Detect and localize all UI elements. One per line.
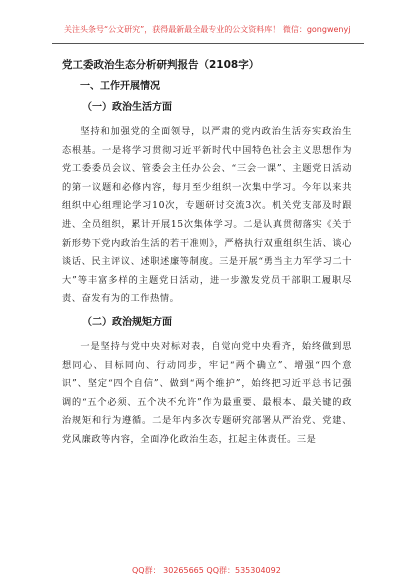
section-heading-1: 一、工作开展情况 <box>80 81 160 92</box>
paragraph-political-life: 坚持和加强党的全面领导，以严肃的党内政治生活夯实政治生态根基。一是将学习贯彻习近平新时代中国特色社会主义思想作为党工委委员会议、管委会主任办公会、“三会一课”、主题党日活动的第一议题和必修内容，每月至少组织一次集中学习。今年以来共组织中心组理论学习10次，专题研讨交流3次。机关党支部及时跟进、全员组织，累计开展15次集体学习。二是认真贯彻落实《关于新形势下党内政治生活的若干准则》，严格执行双重组织生活、谈心谈话、民主评议、述职述廉等制度。三是开展“勇当主力军学习二十大”等丰富多样的主题党日活动，进一步激发党员干部职工履职尽责、奋发有为的工作热情。 <box>62 126 352 305</box>
subsection-heading-political-rules: （二）政治规矩方面 <box>82 316 172 328</box>
footer-qq-groups: QQ群： 30265665 QQ群：535304092 <box>132 566 281 575</box>
document-body <box>62 56 352 455</box>
header-divider <box>52 43 364 44</box>
document-title: 党工委政治生态分析研判报告（2108字） <box>62 59 260 71</box>
paragraph-political-rules: 一是坚持与党中央对标对表，自觉向党中央看齐，始终做到思想同心、目标同向、行动同步，牢记“两个确立”、增强“四个意识”、坚定“四个自信”、做到“两个维护”，始终把习近平总书记强调的“五个必须、五个决不允许”作为最重要、最根本、最关键的政治规矩和行为遵循。二是年内多次专题研究部署从严治党、党建、党风廉政等内容，全面净化政治生态，扛起主体责任。三是 <box>62 340 352 445</box>
subsection-heading-political-life: （一）政治生活方面 <box>82 102 172 113</box>
header-banner: 关注头条号“公文研究”，获得最新最全最专业的公文资料库！ 微信：gongwenyj <box>64 25 351 34</box>
